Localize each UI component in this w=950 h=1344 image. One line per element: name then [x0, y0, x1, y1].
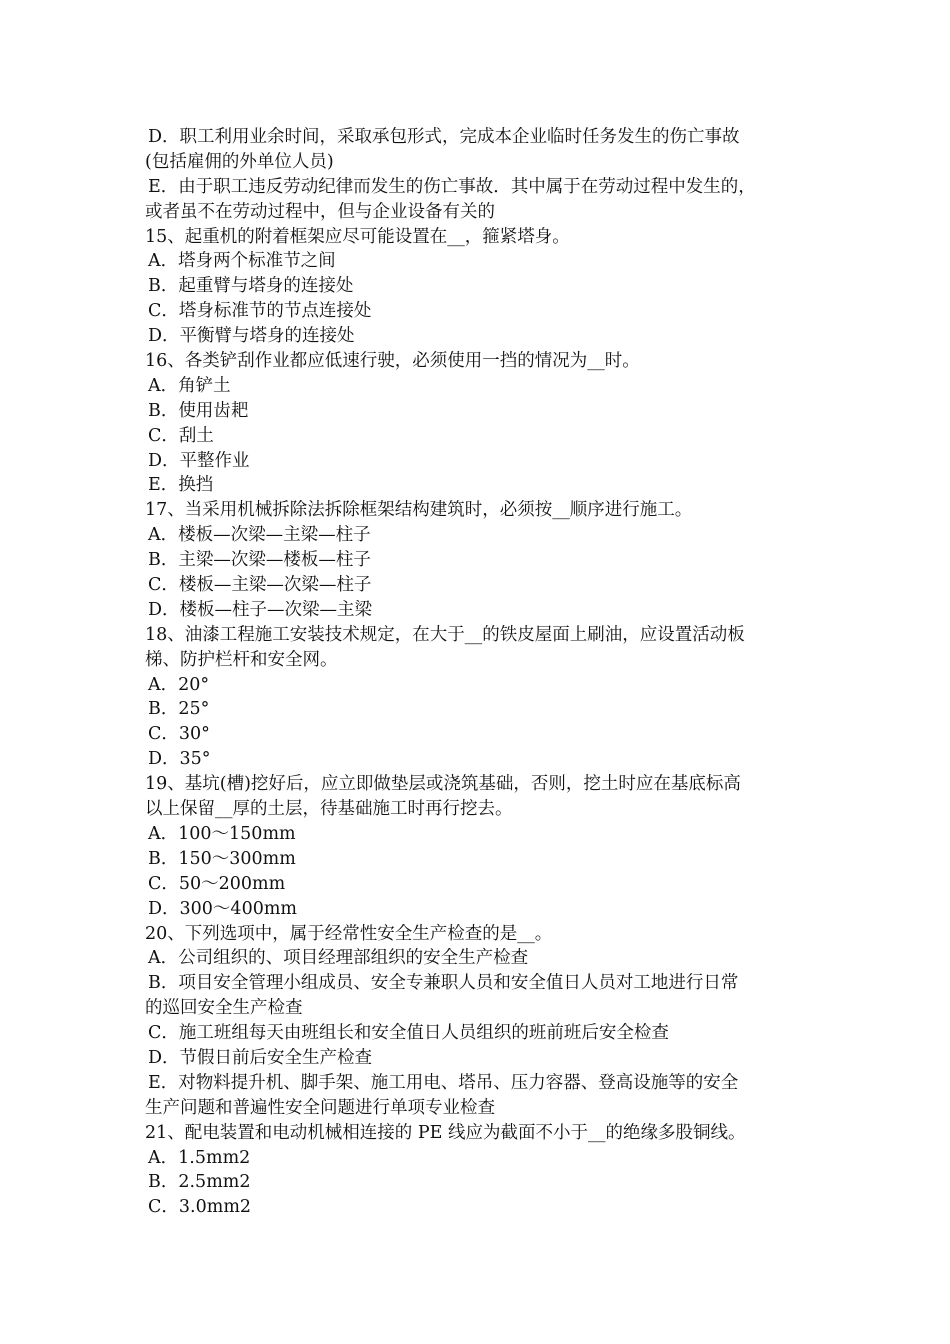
answer-option: B．150～300mm [148, 848, 296, 869]
answer-option: C．楼板—主梁—次梁—柱子 [148, 575, 372, 596]
answer-option: B．使用齿耙 [148, 400, 249, 421]
question-text: 18、油漆工程施工安装技术规定，在大于__的铁皮屋面上刷油，应设置活动板 [145, 624, 745, 645]
text-line: (包括雇佣的外单位人员) [145, 151, 334, 172]
answer-option: B．项目安全管理小组成员、安全专兼职人员和安全值日人员对工地进行日常 [148, 973, 739, 994]
answer-option: A．20° [148, 674, 210, 695]
answer-option: A．楼板—次梁—主梁—柱子 [148, 525, 371, 546]
answer-option: A．100～150mm [148, 823, 296, 844]
answer-option: D．职工利用业余时间，采取承包形式，完成本企业临时任务发生的伤亡事故 [148, 127, 740, 147]
answer-option: D．节假日前后安全生产检查 [148, 1047, 373, 1068]
answer-option: B．主梁—次梁—楼板—柱子 [148, 550, 371, 571]
document-body [145, 125, 825, 1220]
answer-option: B．25° [148, 699, 210, 720]
answer-option: C．刮土 [148, 425, 214, 446]
answer-option: E．由于职工违反劳动纪律而发生的伤亡事故．其中属于在劳动过程中发生的， [148, 176, 756, 197]
text-line: 或者虽不在劳动过程中，但与企业设备有关的 [145, 201, 495, 222]
text-line: 梯、防护栏杆和安全网。 [145, 649, 338, 670]
answer-option: B．起重臂与塔身的连接处 [148, 276, 354, 297]
answer-option: B．2.5mm2 [148, 1172, 251, 1193]
question-text: 21、配电装置和电动机械相连接的 PE 线应为截面不小于__的绝缘多股铜线。 [145, 1122, 746, 1143]
question-text: 15、起重机的附着框架应尽可能设置在__，箍紧塔身。 [145, 226, 570, 247]
answer-option: C．30° [148, 724, 210, 745]
answer-option: D．35° [148, 749, 211, 770]
text-line: 生产问题和普遍性安全问题进行单项专业检查 [145, 1097, 495, 1118]
question-text: 17、当采用机械拆除法拆除框架结构建筑时，必须按__顺序进行施工。 [145, 500, 693, 521]
answer-option: A．公司组织的、项目经理部组织的安全生产检查 [148, 948, 529, 969]
answer-option: E．对物料提升机、脚手架、施工用电、塔吊、压力容器、登高设施等的安全 [148, 1072, 739, 1093]
question-text: 16、各类铲刮作业都应低速行驶，必须使用一挡的情况为__时。 [145, 351, 640, 372]
answer-option: C．50～200mm [148, 873, 286, 894]
answer-option: C．塔身标准节的节点连接处 [148, 301, 372, 322]
answer-option: D．平衡臂与塔身的连接处 [148, 326, 355, 347]
answer-option: D．平整作业 [148, 450, 250, 471]
answer-option: A．角铲土 [148, 375, 231, 396]
answer-option: E．换挡 [148, 475, 214, 496]
question-text: 19、基坑(槽)挖好后，应立即做垫层或浇筑基础，否则，挖土时应在基底标高 [145, 774, 741, 795]
answer-option: A．塔身两个标准节之间 [148, 251, 336, 272]
answer-option: A．1.5mm2 [148, 1147, 251, 1168]
text-line: 的巡回安全生产检查 [145, 998, 303, 1019]
answer-option: D．楼板—柱子—次梁—主梁 [148, 599, 373, 620]
answer-option: C．3.0mm2 [148, 1197, 252, 1218]
answer-option: D．300～400mm [148, 898, 298, 919]
question-text: 20、下列选项中，属于经常性安全生产检查的是__。 [145, 923, 553, 944]
text-line: 以上保留__厚的土层，待基础施工时再行挖去。 [145, 799, 513, 820]
answer-option: C．施工班组每天由班组长和安全值日人员组织的班前班后安全检查 [148, 1023, 669, 1044]
